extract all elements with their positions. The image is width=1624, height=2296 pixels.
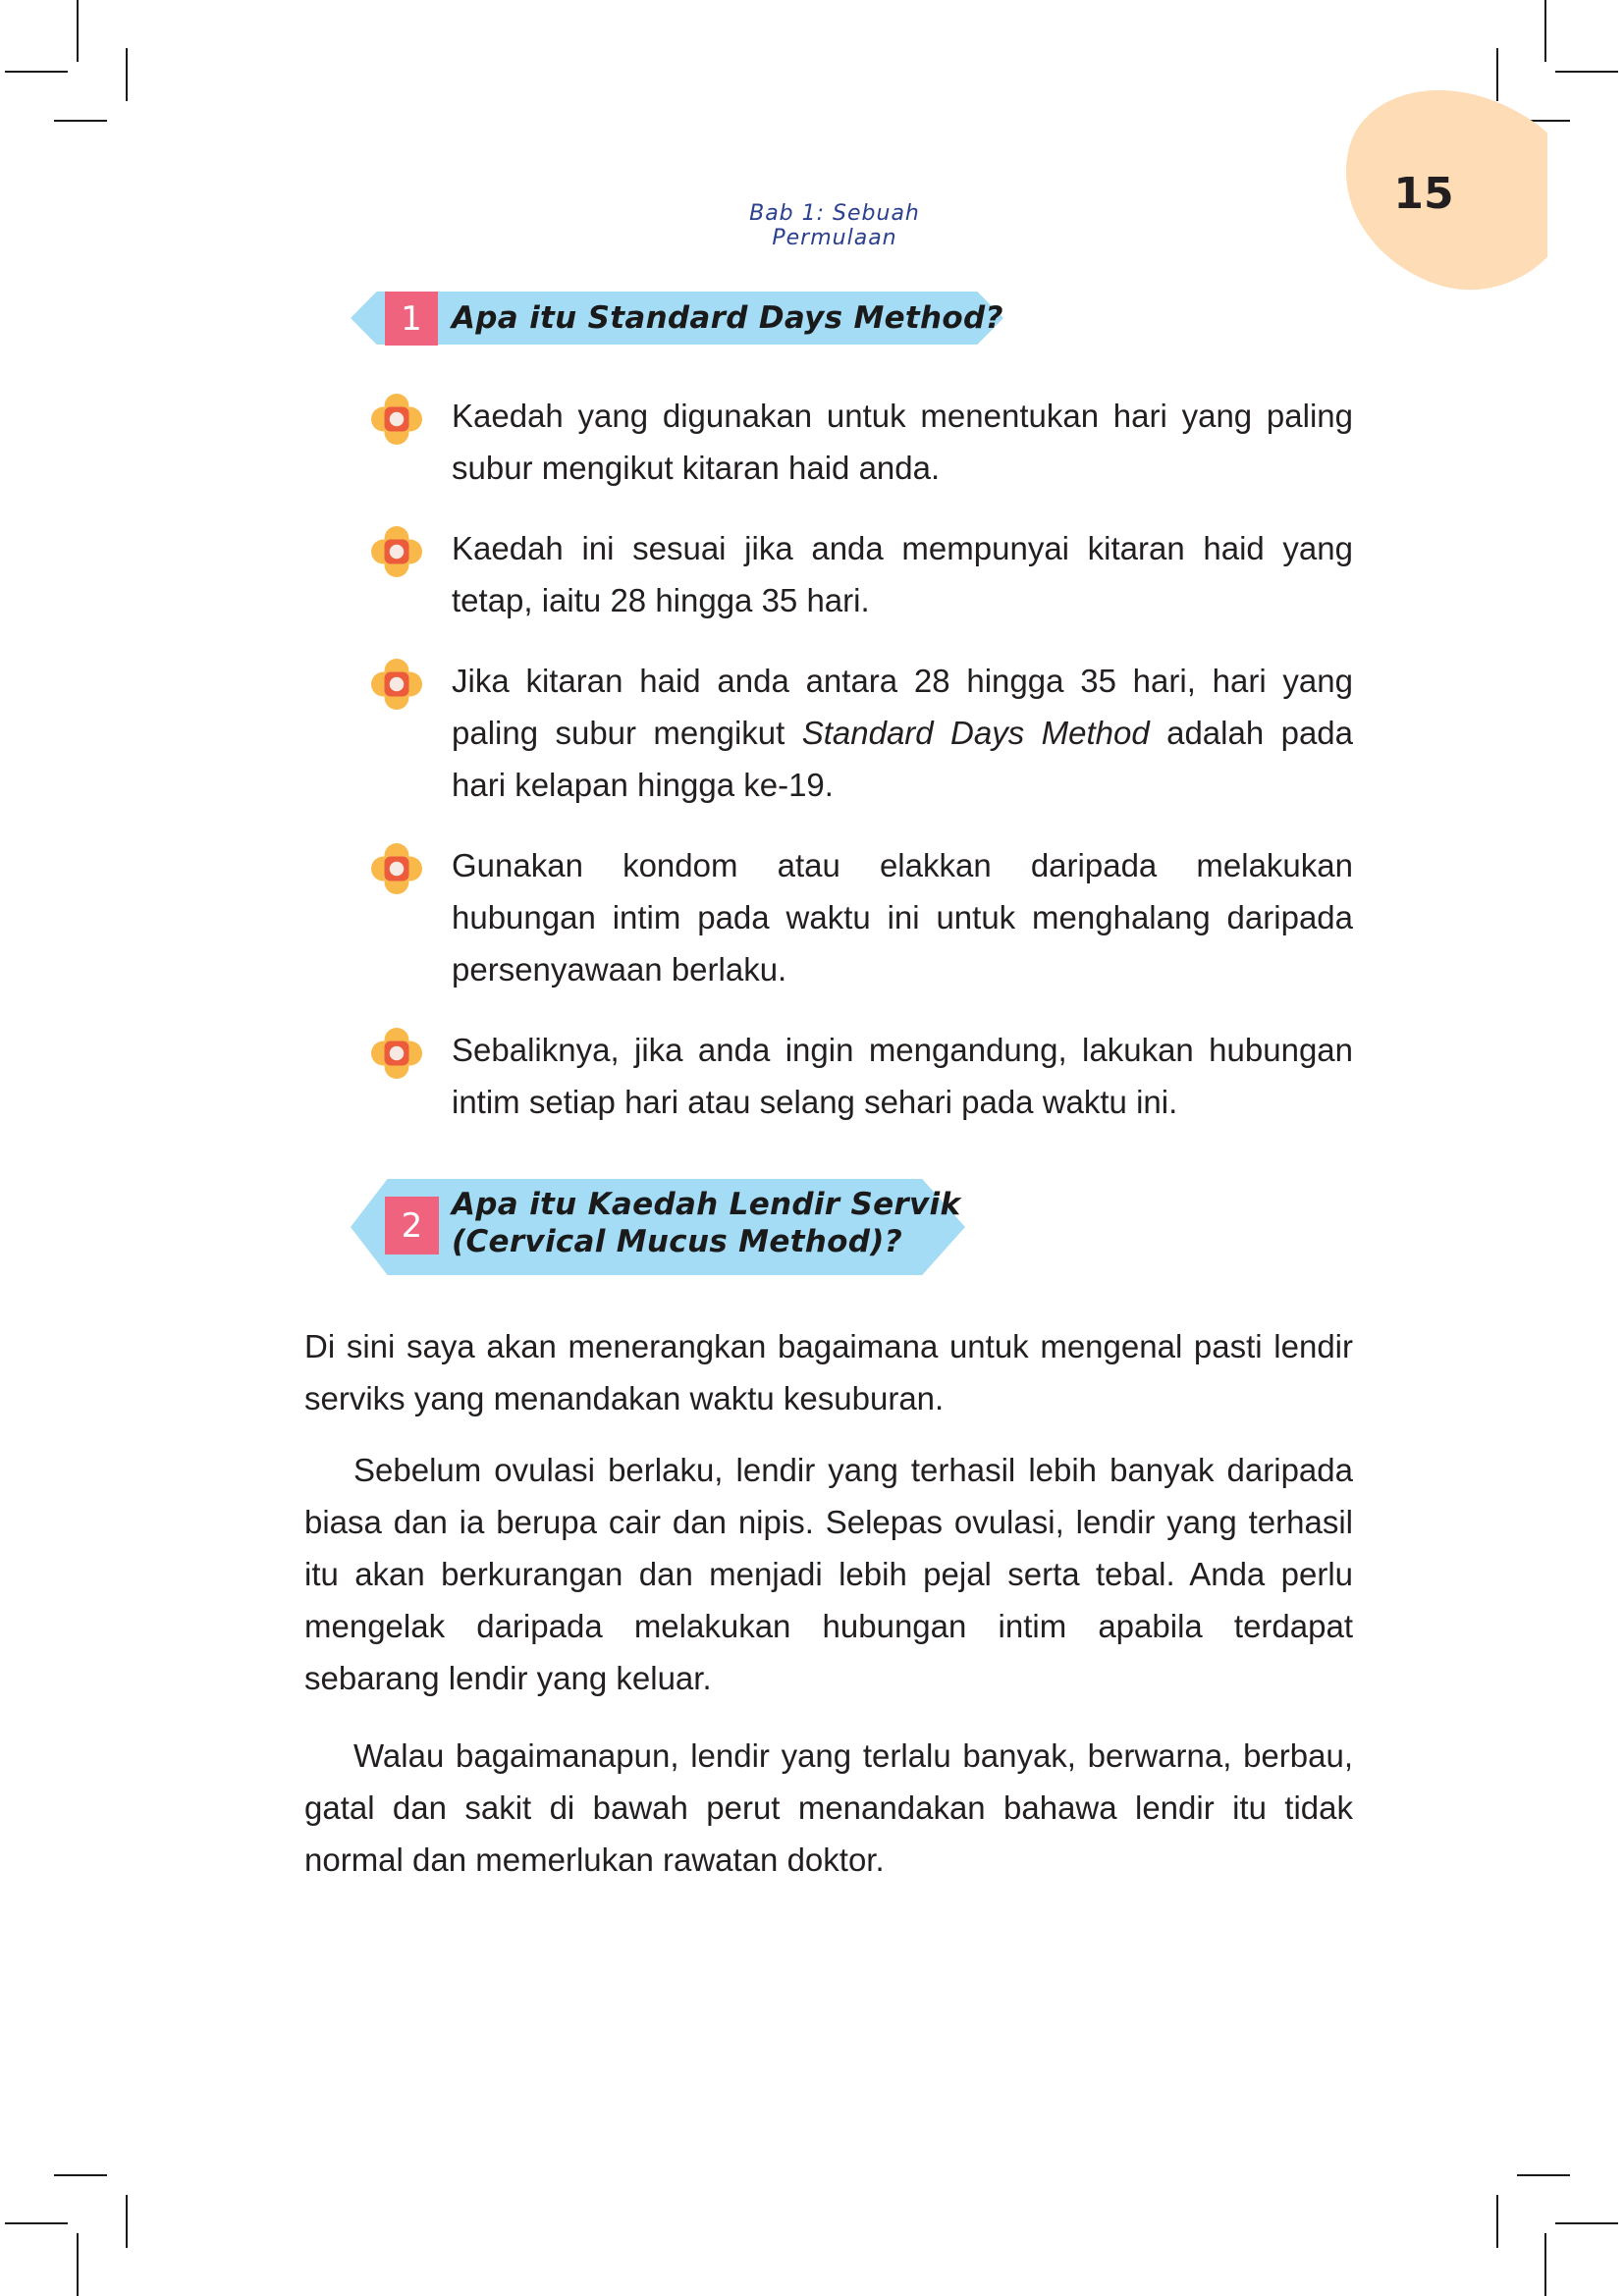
running-head: Bab 1: Sebuah Permulaan <box>749 201 920 250</box>
bullet-text: Kaedah ini sesuai jika anda mempunyai kitaran haid yang tetap, iaitu 28 hingga 35 hari. <box>452 530 1353 618</box>
section-2-title <box>452 1186 960 1260</box>
list-item <box>363 1024 1355 1128</box>
bullet-text <box>452 655 1353 811</box>
section-2-number: 2 <box>385 1197 439 1255</box>
flower-bullet-icon <box>371 659 422 710</box>
flower-bullet-icon <box>371 526 422 577</box>
section-2-title-line-1: Apa itu Kaedah Lendir Servik <box>452 1187 961 1222</box>
bullet-text: Kaedah yang digunakan untuk menentukan hari yang paling subur mengikut kitaran haid anda. <box>452 398 1353 486</box>
paragraph-abnormal: Walau bagaimanapun, lendir yang terlalu banyak, berwarna, berbau, gatal dan sakit di bawah perut menandakan bahawa lendir itu tidak normal dan memerlukan rawatan doktor. <box>304 1737 1353 1878</box>
crop-mark <box>1555 71 1618 73</box>
page-number: 15 <box>1393 169 1454 219</box>
section-1-title: Apa itu Standard Days Method? <box>452 300 1003 336</box>
bullet-text-part: Jika kitaran haid anda antara 28 hingga 35 hari, hari yang paling subur mengikut <box>452 663 1353 751</box>
bullet-text: Gunakan kondom atau elakkan daripada melakukan hubungan intim pada waktu ini untuk menghalang daripada persenyawaan berlaku. <box>452 847 1353 988</box>
list-item <box>363 839 1355 995</box>
bullet-text-italic: Standard Days Method <box>801 715 1150 751</box>
list-item <box>363 390 1355 494</box>
section-1-number: 1 <box>385 292 438 346</box>
flower-bullet-icon <box>371 843 422 894</box>
bullet-list <box>363 390 1355 1156</box>
list-item <box>363 522 1355 626</box>
bullet-text: Sebaliknya, jika anda ingin mengandung, lakukan hubungan intim setiap hari atau selang sehari pada waktu ini. <box>452 1032 1353 1120</box>
paragraph-ovulation: Sebelum ovulasi berlaku, lendir yang terhasil lebih banyak daripada biasa dan ia berupa cair dan nipis. Selepas ovulasi, lendir yang terhasil itu akan berkurangan dan menjadi lebih pejal serta tebal. Anda perlu mengelak daripada melakukan hubungan intim apabila terdapat sebarang lendir yang keluar. <box>304 1452 1353 1696</box>
flower-bullet-icon <box>371 1028 422 1079</box>
list-item <box>363 655 1355 811</box>
section-2-title-line-2: (Cervical Mucus Method)? <box>452 1224 902 1259</box>
bullet-text-part: adalah pada hari kelapan hingga ke-19. <box>452 715 1353 803</box>
paragraph-intro: Di sini saya akan menerangkan bagaimana untuk mengenal pasti lendir serviks yang menandakan waktu kesuburan. <box>304 1328 1353 1416</box>
flower-bullet-icon <box>371 394 422 445</box>
crop-mark <box>1555 2222 1618 2224</box>
